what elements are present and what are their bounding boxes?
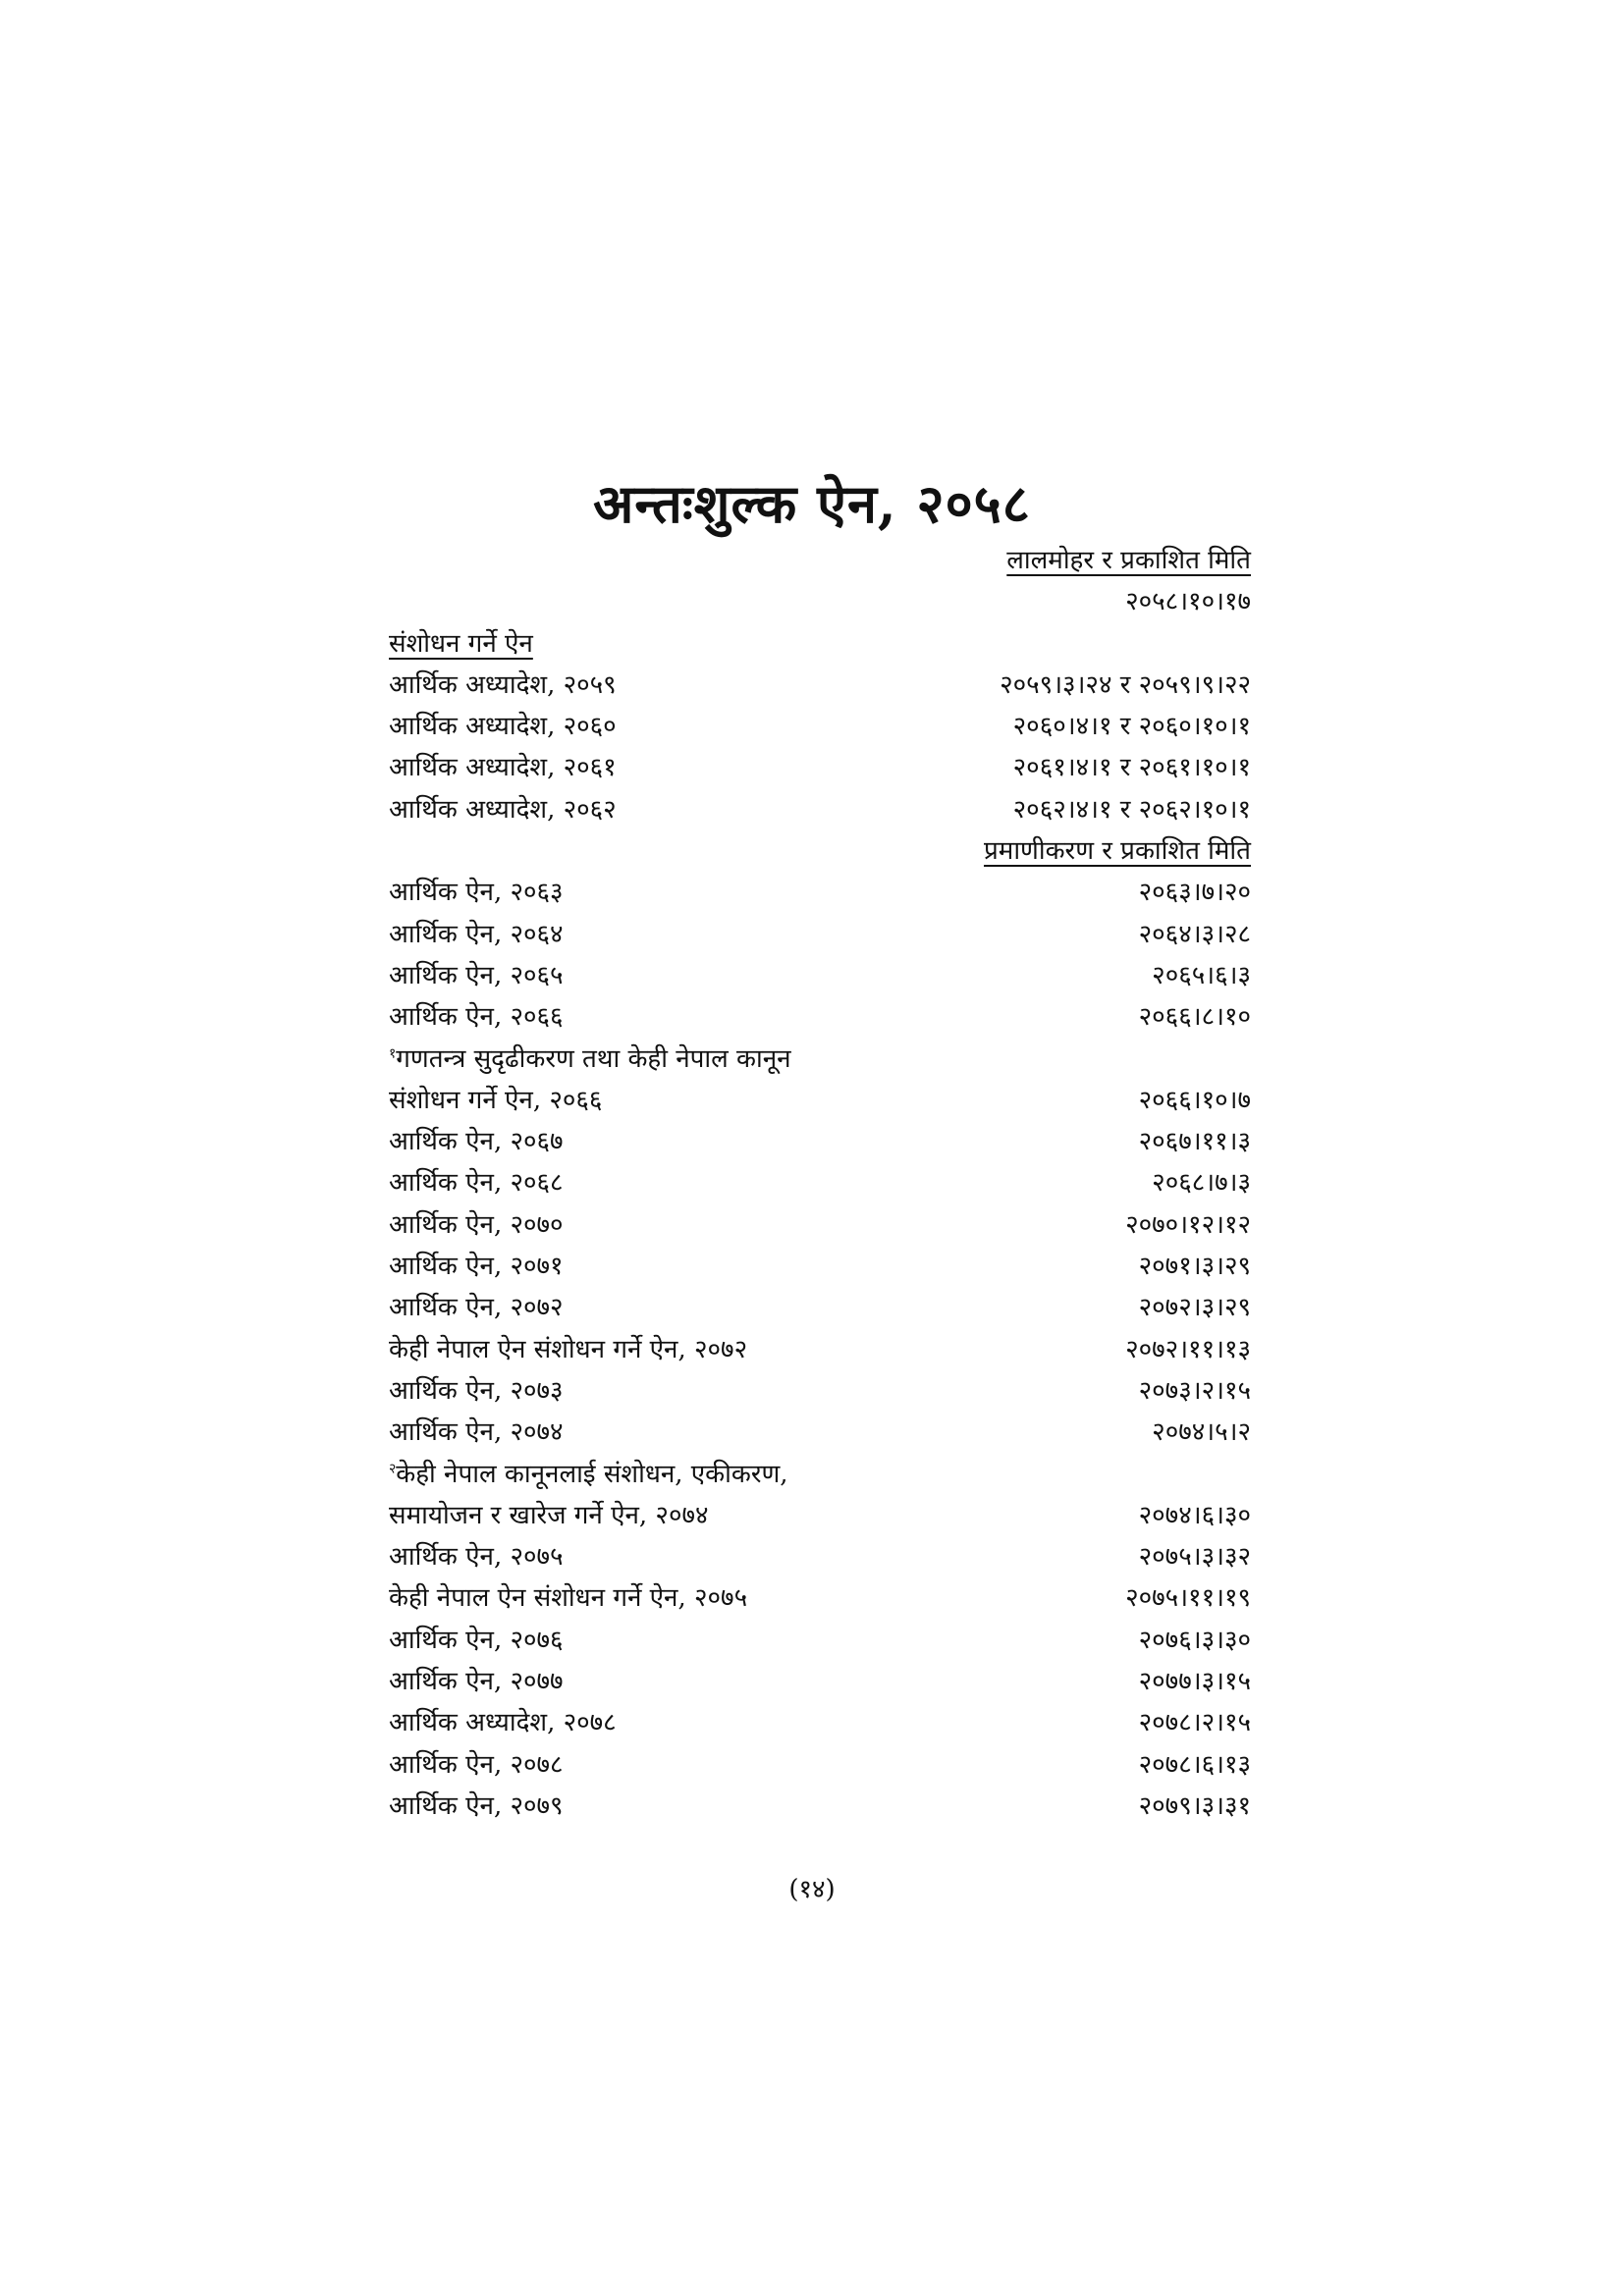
act-date: २०६४।३।२८ (1138, 919, 1251, 949)
act-date: २०७५।३।३२ (1138, 1542, 1251, 1573)
page-title: अन्तःशुल्क ऐन, २०५८ (593, 472, 1031, 535)
act-name: आर्थिक ऐन, २०६६ (389, 1002, 564, 1033)
list-item-multiline-first (389, 1454, 1251, 1495)
act-name: आर्थिक अध्यादेश, २०६२ (389, 794, 617, 825)
act-name: आर्थिक अध्यादेश, २०६० (389, 712, 617, 742)
act-date: २०६२।४।१ र २०६२।१०।१ (1012, 794, 1251, 825)
list-item (389, 996, 1251, 1038)
act-name: आर्थिक ऐन, २०७९ (389, 1790, 564, 1821)
act-name: आर्थिक अध्यादेश, २०५९ (389, 669, 617, 700)
list-item (389, 665, 1251, 706)
act-date: २०७७।३।१५ (1138, 1667, 1251, 1697)
list-item (389, 1204, 1251, 1246)
act-name: आर्थिक अध्यादेश, २०६१ (389, 753, 617, 783)
list-item (389, 706, 1251, 747)
list-item (389, 1661, 1251, 1702)
act-date: २०७०।१२।१२ (1125, 1209, 1251, 1240)
act-name: आर्थिक ऐन, २०६७ (389, 1127, 564, 1157)
act-name: आर्थिक ऐन, २०७१ (389, 1252, 564, 1282)
list-item (389, 914, 1251, 955)
act-date: २०६१।४।१ र २०६१।१०।१ (1012, 753, 1251, 783)
act-date: २०६७।११।३ (1138, 1127, 1251, 1157)
authentication-publish-label: प्रमाणीकरण र प्रकाशित मिति (983, 836, 1251, 867)
seal-publish-header-row (389, 540, 1251, 581)
footnote-marker: २ (389, 1460, 397, 1476)
act-name-line2: संशोधन गर्ने ऐन, २०६६ (389, 1085, 603, 1115)
act-date: २०६८।७।३ (1152, 1168, 1251, 1199)
act-name: आर्थिक ऐन, २०७२ (389, 1293, 564, 1323)
act-date: २०७४।६।३० (1138, 1500, 1251, 1530)
list-item (389, 1121, 1251, 1162)
act-name: आर्थिक ऐन, २०६८ (389, 1168, 564, 1199)
seal-publish-label: लालमोहर र प्रकाशित मिति (1006, 546, 1251, 575)
act-date: २०७५।११।१९ (1125, 1583, 1251, 1614)
amending-acts-header-row (389, 623, 1251, 665)
act-name: आर्थिक ऐन, २०७४ (389, 1417, 564, 1448)
act-date: २०६५।६।३ (1152, 960, 1251, 990)
act-name: केही नेपाल ऐन संशोधन गर्ने ऐन, २०७५ (389, 1583, 748, 1614)
act-name: आर्थिक ऐन, २०६५ (389, 960, 564, 990)
list-item (389, 1080, 1251, 1121)
list-item (389, 1412, 1251, 1453)
page-number: (१४) (788, 1875, 836, 1904)
list-item (389, 1370, 1251, 1412)
list-item (389, 789, 1251, 830)
list-item (389, 1287, 1251, 1328)
list-item (389, 1744, 1251, 1786)
act-name: केही नेपाल ऐन संशोधन गर्ने ऐन, २०७२ (389, 1334, 748, 1364)
act-name: आर्थिक ऐन, २०७८ (389, 1749, 564, 1780)
act-name: आर्थिक अध्यादेश, २०७८ (389, 1708, 617, 1738)
act-date: २०७२।११।१३ (1125, 1334, 1251, 1364)
act-date: २०७४।५।२ (1152, 1417, 1251, 1448)
footnote-marker: १ (389, 1044, 397, 1061)
list-item (389, 1162, 1251, 1203)
list-item (389, 747, 1251, 788)
act-name-line1: केही नेपाल कानूनलाई संशोधन, एकीकरण, (396, 1459, 788, 1489)
act-name-line1: गणतन्त्र सुदृढीकरण तथा केही नेपाल कानून (396, 1043, 791, 1074)
act-name-line2: समायोजन र खारेज गर्ने ऐन, २०७४ (389, 1500, 709, 1530)
act-name: आर्थिक ऐन, २०७० (389, 1209, 564, 1240)
act-date: २०७३।२।१५ (1138, 1375, 1251, 1406)
act-name: आर्थिक ऐन, २०७६ (389, 1625, 564, 1655)
act-date: २०७६।३।३० (1138, 1625, 1251, 1655)
act-date: २०६३।७।२० (1138, 878, 1251, 908)
act-name: आर्थिक ऐन, २०७३ (389, 1375, 564, 1406)
list-item (389, 955, 1251, 996)
act-date: २०७८।२।१५ (1138, 1708, 1251, 1738)
seal-publish-date: २०५८।१०।१७ (1125, 587, 1251, 617)
amending-acts-label: संशोधन गर्ने ऐन (389, 628, 533, 659)
act-date: २०६६।१०।७ (1138, 1085, 1251, 1115)
act-name: आर्थिक ऐन, २०६४ (389, 919, 564, 949)
list-item (389, 1702, 1251, 1743)
act-name: आर्थिक ऐन, २०६३ (389, 878, 564, 908)
list-item (389, 1495, 1251, 1536)
amendment-list (389, 540, 1251, 1827)
act-date: २०७२।३।२९ (1138, 1293, 1251, 1323)
seal-publish-date-row (389, 581, 1251, 622)
list-item (389, 872, 1251, 913)
list-item-multiline-first (389, 1039, 1251, 1080)
act-date: २०६६।८।१० (1138, 1002, 1251, 1033)
act-date: २०७८।६।१३ (1138, 1749, 1251, 1780)
act-date: २०५९।३।२४ र २०५९।९।२२ (1000, 669, 1251, 700)
act-date: २०७९।३।३१ (1138, 1790, 1251, 1821)
list-item (389, 1786, 1251, 1827)
act-name: आर्थिक ऐन, २०७५ (389, 1542, 564, 1573)
authentication-publish-header-row (389, 830, 1251, 872)
list-item (389, 1329, 1251, 1370)
list-item (389, 1536, 1251, 1577)
act-date: २०७१।३।२९ (1138, 1252, 1251, 1282)
act-date: २०६०।४।१ र २०६०।१०।१ (1012, 712, 1251, 742)
list-item (389, 1246, 1251, 1287)
list-item (389, 1620, 1251, 1661)
act-name: आर्थिक ऐन, २०७७ (389, 1667, 564, 1697)
list-item (389, 1577, 1251, 1619)
